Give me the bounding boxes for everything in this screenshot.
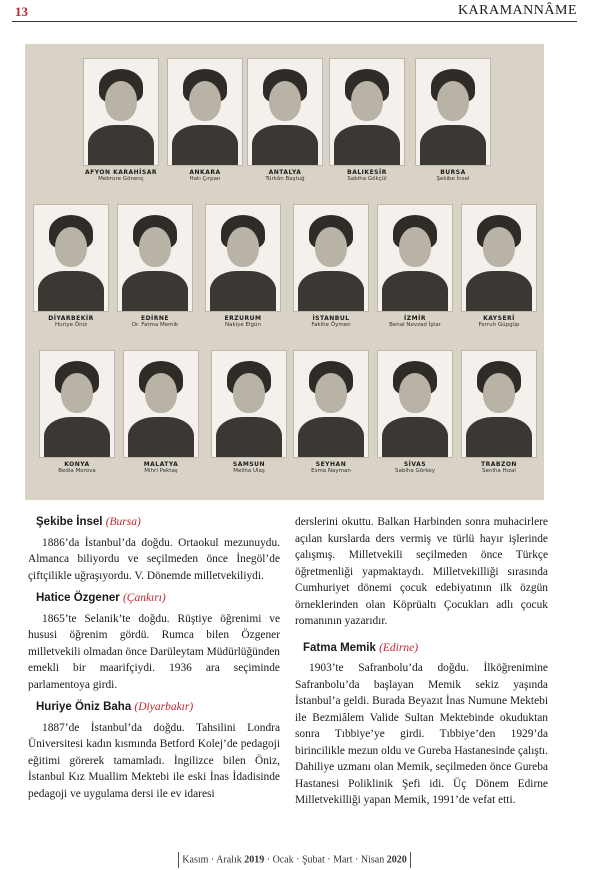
portrait-photo xyxy=(461,350,537,458)
portrait-item xyxy=(83,58,159,182)
right-column xyxy=(295,514,548,809)
portrait-name: Meliha Ulaş xyxy=(233,468,265,474)
portrait-name: Mebrure Gönenç xyxy=(98,176,144,182)
portrait-province: MALATYA xyxy=(143,461,179,468)
portrait-photo xyxy=(83,58,159,166)
portrait-name: Seniha Hızal xyxy=(482,468,516,474)
portrait-photo xyxy=(415,58,491,166)
portrait-item xyxy=(415,58,491,182)
portrait-photo xyxy=(293,350,369,458)
portrait-photo xyxy=(247,58,323,166)
magazine-title: KARAMANNÂME xyxy=(457,3,577,18)
portrait-name: Hatı Çırpan xyxy=(189,176,221,182)
portrait-photo xyxy=(123,350,199,458)
portrait-name: Mihri Pektaş xyxy=(144,468,178,474)
portrait-photo xyxy=(117,204,193,312)
section-heading: Huriye Öniz Baha (Diyarbakır) xyxy=(36,701,194,713)
portrait-province: BURSA xyxy=(440,169,466,176)
portrait-name: Sabiha Gökçül xyxy=(347,176,387,182)
portrait-item xyxy=(211,350,287,474)
portrait-item xyxy=(461,350,537,474)
portrait-province: SİVAS xyxy=(403,461,427,468)
portrait-name: Sabiha Görkey xyxy=(394,468,435,474)
portrait-item xyxy=(293,350,369,474)
portrait-item xyxy=(293,204,369,328)
portrait-item xyxy=(33,204,109,328)
section-heading: Fatma Memik (Edirne) xyxy=(303,641,419,654)
portrait-photo xyxy=(39,350,115,458)
portrait-name: Fakihe Öymen xyxy=(311,322,351,328)
portrait-province: ERZURUM xyxy=(224,315,262,322)
header-rule xyxy=(12,21,577,22)
portrait-photo xyxy=(167,58,243,166)
portrait-item xyxy=(39,350,115,474)
portrait-item xyxy=(377,204,453,328)
portrait-province: DİYARBEKİR xyxy=(48,315,94,322)
portrait-province: AFYON KARAHİSAR xyxy=(85,169,157,176)
footer: Kasım · Aralık 2019 · Ocak · Şubat · Mart · Nisan 2020 xyxy=(0,852,589,868)
portrait-province: KONYA xyxy=(64,461,90,468)
portrait-name: Nakiye Elgün xyxy=(224,322,262,328)
portrait-item xyxy=(117,204,193,328)
paragraph: 1903’te Safranbolu’da doğdu. İlköğrenimine Safranbolu’da başlayan Memik sekiz yaşında İstanbul’a geldi. Burada Beyazıt İnas Numune Mektebi ile Bezmiâlem Valide Sultan Mektebinde okuduktan sonra Tıbbiye’ye girdi. Tıbbiye’den 1929’da birincilikle mezun oldu ve Gureba Hastanesinde çalıştı. Dahiliye uzmanı olan Memik, seçilmeden önce Gureba Hastanesi Poliklinik Şefi idi. Üç Dönem Edirne Milletvekilliği yapan Memik, 1991’de vefat etti. xyxy=(295,662,548,806)
portrait-name: Ferruh Güpgüp xyxy=(478,322,520,328)
portrait-item xyxy=(329,58,405,182)
paragraph: 1887’de İstanbul’da doğdu. Tahsilini Londra Üniversitesi kadın kısmında Betford Kolej’de pedagoji eğitimi görerek tamamladı. İngilizce bilen Öniz, İstanbul Kız Muallim Mektebi ile eski İnas İdadisinde pedagoji ve uygulama dersi ile ev idaresi xyxy=(28,721,280,800)
paragraph: derslerini okuttu. Balkan Harbinden sonra muhacirlere açılan kurslarda ders vermiş ve türlü hayır işlerinde çalışmış. Milletvekili seçilmeden önce Türkçe öğretmenliği yapmaktaydı. Milletvekilliği sırasında Cumhuriyet dönemi çocuk edebiyatının ilk özgün örneklerinden olan Köprüaltı Çocukları adlı çocuk romanının yazarıdır. xyxy=(295,516,548,627)
portrait-name: Huriye Öniz xyxy=(54,322,88,328)
portrait-photo xyxy=(211,350,287,458)
portrait-item xyxy=(377,350,453,474)
portrait-photo xyxy=(33,204,109,312)
portrait-province: İZMİR xyxy=(404,315,426,322)
portrait-province: BALIKESİR xyxy=(347,169,387,176)
portrait-name: Dr. Fatma Memik xyxy=(131,322,179,328)
portrait-province: SAMSUN xyxy=(232,461,266,468)
portrait-province: EDİRNE xyxy=(140,315,170,322)
section-heading: Şekibe İnsel (Bursa) xyxy=(36,516,141,528)
portrait-name: Bedia Morova xyxy=(58,468,96,474)
portrait-item xyxy=(205,204,281,328)
portrait-province: ANTALYA xyxy=(268,169,302,176)
portrait-province: KAYSERİ xyxy=(483,315,515,322)
portrait-name: Benal Nevzad İştar xyxy=(389,322,441,328)
portrait-name: Şekibe İnsel xyxy=(436,176,470,182)
portrait-item xyxy=(123,350,199,474)
portrait-photo xyxy=(205,204,281,312)
portrait-photo xyxy=(461,204,537,312)
portrait-province: İSTANBUL xyxy=(312,315,350,322)
portrait-photo xyxy=(377,350,453,458)
paragraph: 1886’da İstanbul’da doğdu. Ortaokul mezunuydu. Almanca biliyordu ve seçilmeden önce İnegöl’de çiftçilikle uğraşıyordu. V. Dönemde milletvekiliydi. xyxy=(28,536,280,582)
portrait-province: SEYHAN xyxy=(315,461,347,468)
portrait-photo xyxy=(293,204,369,312)
portrait-province: TRABZON xyxy=(481,461,517,468)
portrait-province: ANKARA xyxy=(189,169,221,176)
paragraph: 1865’te Selanik’te doğdu. Rüştiye öğrenimi ve hususi öğrenim gördü. Rumca bilen Özgener milletvekili olmadan önce Darüleytam Müdürlüğünden emekli bir maarifçiydi. 1936 ara seçiminde parlamentoya girdi. xyxy=(28,612,280,691)
portrait-item xyxy=(167,58,243,182)
section-heading: Hatice Özgener (Çankırı) xyxy=(36,592,166,604)
portrait-item xyxy=(461,204,537,328)
portrait-name: Esma Nayman xyxy=(311,468,351,474)
left-column xyxy=(28,514,280,802)
photo-plate xyxy=(25,44,544,500)
page-number: 13 xyxy=(15,4,28,19)
portrait-item xyxy=(247,58,323,182)
portrait-name: Türkân Baştuğ xyxy=(265,176,305,182)
portrait-photo xyxy=(377,204,453,312)
portrait-photo xyxy=(329,58,405,166)
